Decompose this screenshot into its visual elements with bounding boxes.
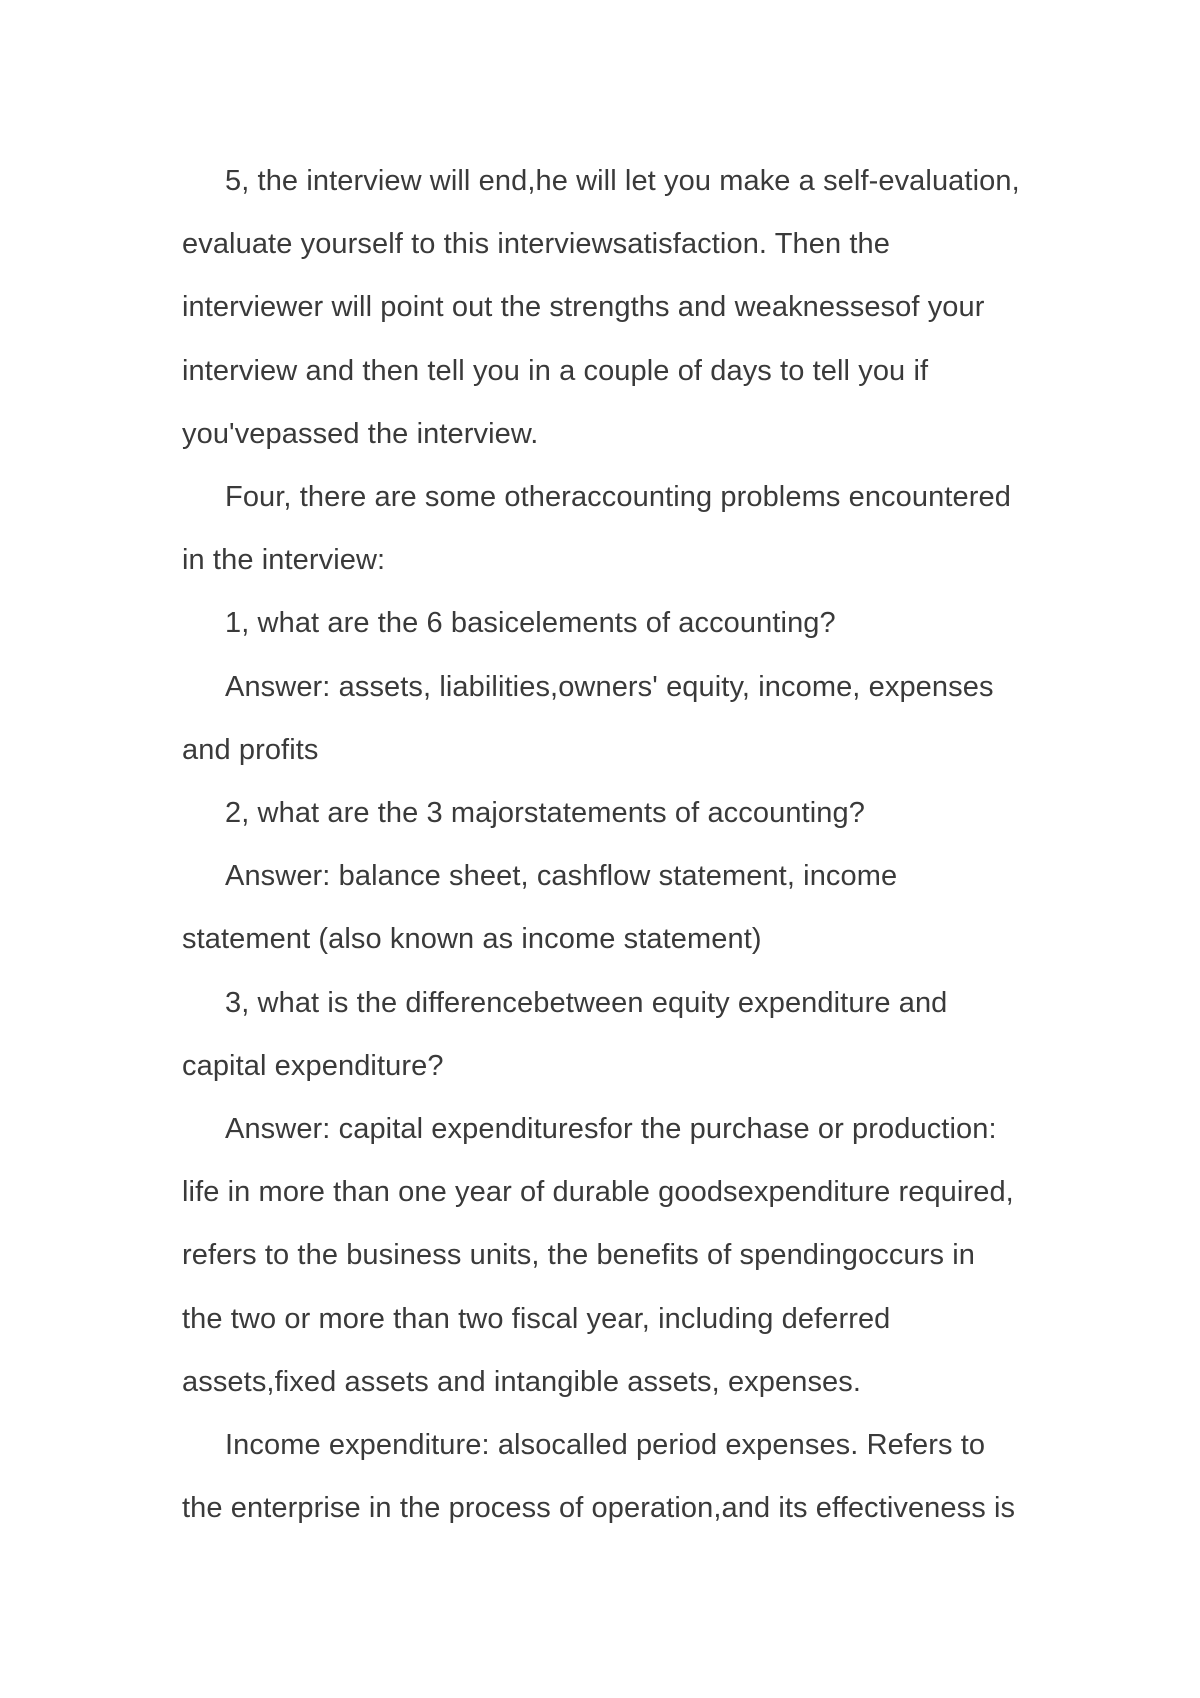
- text-line: interviewer will point out the strengths and weaknessesof your: [182, 291, 985, 324]
- document-body: [182, 150, 1042, 1540]
- text-line: Four, there are some otheraccounting problems encountered: [225, 481, 1011, 514]
- text-line: assets,fixed assets and intangible assets, expenses.: [182, 1365, 862, 1398]
- text-line: in the interview:: [182, 544, 386, 577]
- text-line: Answer: balance sheet, cashflow statement, income: [225, 860, 898, 893]
- text-line: capital expenditure?: [182, 1049, 444, 1082]
- text-line: 3, what is the differencebetween equity expenditure and: [225, 986, 948, 1019]
- text-line: 1, what are the 6 basicelements of accounting?: [225, 607, 836, 640]
- text-line: you'vepassed the interview.: [182, 417, 539, 450]
- text-line: the two or more than two fiscal year, including deferred: [182, 1302, 891, 1335]
- text-line: interview and then tell you in a couple of days to tell you if: [182, 354, 929, 387]
- text-line: Answer: capital expendituresfor the purchase or production:: [225, 1113, 997, 1146]
- text-line: the enterprise in the process of operation,and its effectiveness is: [182, 1492, 1016, 1525]
- text-line: refers to the business units, the benefits of spendingoccurs in: [182, 1239, 975, 1272]
- text-line: life in more than one year of durable goodsexpenditure required,: [182, 1176, 1014, 1209]
- text-line: Income expenditure: alsocalled period expenses. Refers to: [225, 1429, 986, 1462]
- text-line: statement (also known as income statement): [182, 923, 762, 956]
- text-line: evaluate yourself to this interviewsatisfaction. Then the: [182, 228, 890, 261]
- text-line: Answer: assets, liabilities,owners' equity, income, expenses: [225, 670, 994, 703]
- text-line: and profits: [182, 733, 319, 766]
- text-line: 5, the interview will end,he will let you make a self-evaluation,: [225, 165, 1020, 197]
- text-line: 2, what are the 3 majorstatements of accounting?: [225, 797, 865, 830]
